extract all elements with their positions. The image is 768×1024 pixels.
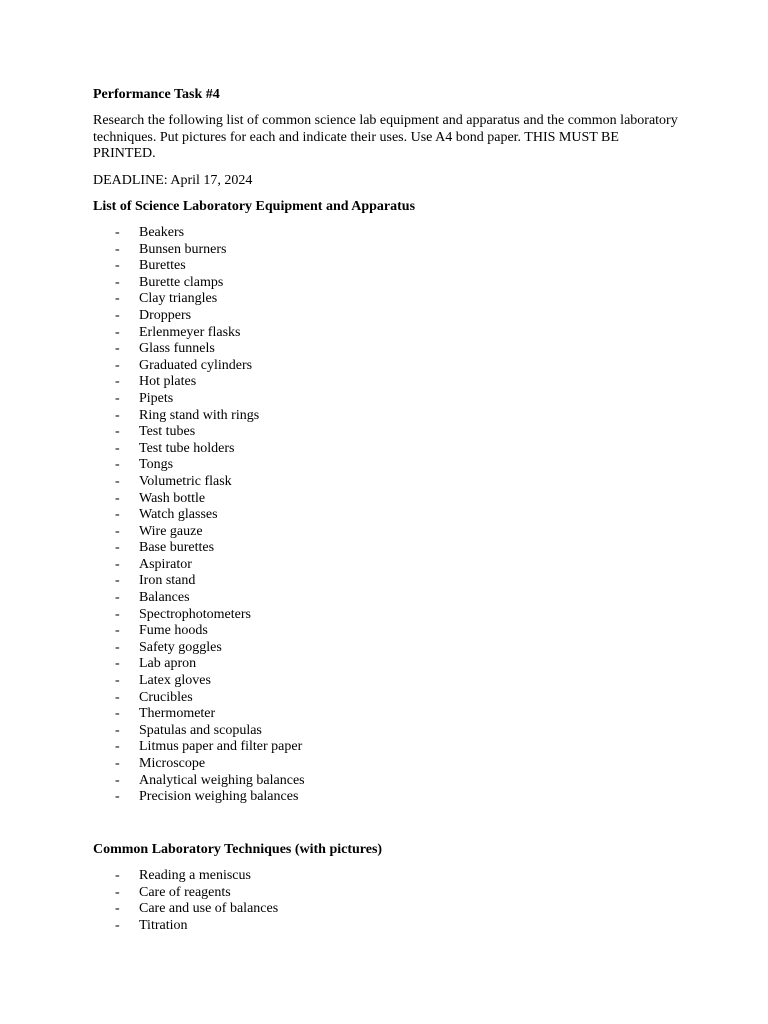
techniques-heading: Common Laboratory Techniques (with pictures): [93, 842, 383, 857]
list-item: [0, 358, 768, 375]
list-item-label: Care and use of balances: [139, 901, 279, 917]
list-item: [0, 325, 768, 342]
list-item-label: Iron stand: [139, 573, 196, 589]
list-item-label: Spatulas and scopulas: [139, 722, 262, 738]
bullet-dash: -: [115, 357, 120, 373]
list-item: [0, 441, 768, 458]
list-item: [0, 341, 768, 358]
list-item-label: Care of reagents: [139, 884, 231, 900]
list-item: [0, 673, 768, 690]
bullet-dash: -: [115, 407, 120, 423]
bullet-dash: -: [115, 324, 120, 340]
bullet-dash: -: [115, 424, 120, 440]
list-item: [0, 408, 768, 425]
deadline-text: DEADLINE: April 17, 2024: [93, 173, 253, 188]
list-item-label: Test tubes: [139, 424, 196, 440]
list-item-label: Titration: [139, 917, 188, 933]
bullet-dash: -: [115, 639, 120, 655]
list-item: [0, 540, 768, 557]
list-item-label: Thermometer: [139, 706, 216, 722]
list-item-label: Erlenmeyer flasks: [139, 324, 241, 340]
list-item-label: Watch glasses: [139, 507, 218, 523]
list-item: [0, 225, 768, 242]
bullet-dash: -: [115, 917, 120, 933]
bullet-dash: -: [115, 507, 120, 523]
list-item: [0, 607, 768, 624]
bullet-dash: -: [115, 623, 120, 639]
list-item: [0, 391, 768, 408]
bullet-dash: -: [115, 901, 120, 917]
list-item: [0, 374, 768, 391]
task-title: Performance Task #4: [93, 87, 220, 102]
bullet-dash: -: [115, 656, 120, 672]
bullet-dash: -: [115, 291, 120, 307]
list-item: [0, 474, 768, 491]
bullet-dash: -: [115, 540, 120, 556]
list-item: [0, 773, 768, 790]
bullet-dash: -: [115, 689, 120, 705]
bullet-dash: -: [115, 258, 120, 274]
bullet-dash: -: [115, 722, 120, 738]
list-item: [0, 275, 768, 292]
bullet-dash: -: [115, 590, 120, 606]
bullet-dash: -: [115, 739, 120, 755]
list-item-label: Balances: [139, 590, 190, 606]
bullet-dash: -: [115, 884, 120, 900]
bullet-dash: -: [115, 772, 120, 788]
list-item: [0, 590, 768, 607]
list-item: [0, 868, 768, 885]
bullet-dash: -: [115, 706, 120, 722]
bullet-dash: -: [115, 307, 120, 323]
list-item-label: Burette clamps: [139, 274, 224, 290]
techniques-list: [0, 868, 768, 934]
list-item-label: Analytical weighing balances: [139, 772, 305, 788]
list-item: [0, 918, 768, 935]
bullet-dash: -: [115, 789, 120, 805]
bullet-dash: -: [115, 490, 120, 506]
list-item: [0, 723, 768, 740]
list-item-label: Graduated cylinders: [139, 357, 253, 373]
list-item-label: Pipets: [139, 390, 174, 406]
list-item-label: Hot plates: [139, 374, 197, 390]
list-item: [0, 424, 768, 441]
bullet-dash: -: [115, 573, 120, 589]
list-item-label: Base burettes: [139, 540, 215, 556]
list-item: [0, 242, 768, 259]
equipment-list: [0, 225, 768, 806]
list-item: [0, 308, 768, 325]
list-item: [0, 524, 768, 541]
bullet-dash: -: [115, 556, 120, 572]
list-item-label: Tongs: [139, 457, 174, 473]
list-item-label: Precision weighing balances: [139, 789, 299, 805]
list-item: [0, 756, 768, 773]
list-item-label: Crucibles: [139, 689, 193, 705]
list-item: [0, 291, 768, 308]
list-item: [0, 491, 768, 508]
list-item-label: Reading a meniscus: [139, 868, 251, 883]
bullet-dash: -: [115, 868, 120, 883]
bullet-dash: -: [115, 523, 120, 539]
list-item: [0, 885, 768, 902]
list-item: [0, 573, 768, 590]
list-item: [0, 557, 768, 574]
list-item-label: Lab apron: [139, 656, 197, 672]
list-item: [0, 640, 768, 657]
list-item: [0, 457, 768, 474]
instructions-paragraph: Research the following list of common science lab equipment and apparatus and the common laboratory techniques. Put pictures for each and indicate their uses. Use A4 bond paper. THIS MUST BE PRINTED.: [93, 113, 678, 162]
list-item-label: Burettes: [139, 258, 186, 274]
list-item-label: Droppers: [139, 307, 192, 323]
list-item-label: Ring stand with rings: [139, 407, 260, 423]
bullet-dash: -: [115, 374, 120, 390]
list-item-label: Wash bottle: [139, 490, 206, 506]
list-item-label: Fume hoods: [139, 623, 208, 639]
bullet-dash: -: [115, 241, 120, 257]
list-item-label: Microscope: [139, 756, 206, 771]
list-item-label: Clay triangles: [139, 291, 218, 307]
bullet-dash: -: [115, 440, 120, 456]
list-item: [0, 656, 768, 673]
list-item: [0, 690, 768, 707]
list-item-label: Bunsen burners: [139, 241, 227, 257]
list-item-label: Beakers: [139, 225, 185, 240]
bullet-dash: -: [115, 673, 120, 689]
list-item: [0, 739, 768, 756]
list-item-label: Volumetric flask: [139, 473, 232, 489]
list-item-label: Latex gloves: [139, 673, 211, 689]
bullet-dash: -: [115, 473, 120, 489]
list-item-label: Safety goggles: [139, 639, 222, 655]
list-item: [0, 623, 768, 640]
list-item-label: Test tube holders: [139, 440, 235, 456]
bullet-dash: -: [115, 457, 120, 473]
list-item-label: Aspirator: [139, 556, 192, 572]
list-item-label: Wire gauze: [139, 523, 203, 539]
bullet-dash: -: [115, 341, 120, 357]
bullet-dash: -: [115, 390, 120, 406]
bullet-dash: -: [115, 756, 120, 771]
bullet-dash: -: [115, 274, 120, 290]
bullet-dash: -: [115, 225, 120, 240]
list-item-label: Spectrophotometers: [139, 606, 251, 622]
list-item: [0, 507, 768, 524]
list-item-label: Glass funnels: [139, 341, 215, 357]
list-item-label: Litmus paper and filter paper: [139, 739, 303, 755]
list-item: [0, 789, 768, 806]
equipment-heading: List of Science Laboratory Equipment and Apparatus: [93, 199, 416, 214]
list-item: [0, 706, 768, 723]
list-item: [0, 901, 768, 918]
list-item: [0, 258, 768, 275]
bullet-dash: -: [115, 606, 120, 622]
